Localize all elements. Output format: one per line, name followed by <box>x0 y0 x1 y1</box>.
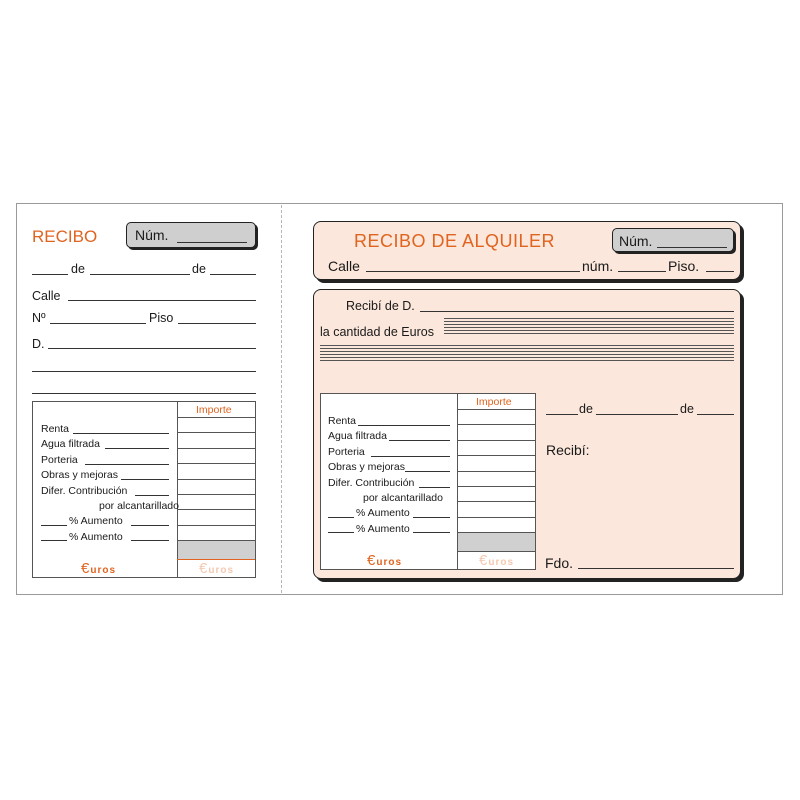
euro-icon: € <box>81 560 91 577</box>
receipt-item-renta: Renta <box>328 415 357 427</box>
receipt-piso-line[interactable] <box>706 271 734 272</box>
stub-calle-line[interactable] <box>68 300 256 301</box>
receipt-piso-label: Piso. <box>668 258 700 274</box>
stub-date-month-line[interactable] <box>90 274 190 275</box>
stub-num-line <box>177 242 247 243</box>
stub-blank-line-1[interactable] <box>32 371 256 372</box>
stub-item-agua: Agua filtrada <box>41 438 100 450</box>
cantidad-words-lines[interactable] <box>320 360 734 361</box>
stub-item-renta: Renta <box>41 423 70 435</box>
receipt-date-year-line[interactable] <box>697 414 734 415</box>
receipt-agua-line[interactable] <box>389 440 450 441</box>
receipt-item-difer: Difer. Contribución <box>328 477 415 489</box>
receipt-renta-line[interactable] <box>358 425 450 426</box>
stub-item-difer: Difer. Contribución <box>41 485 128 497</box>
stub-de-1: de <box>71 262 85 276</box>
receipt-amount-table <box>320 393 536 570</box>
receipt-header-panel <box>313 221 741 280</box>
receipt-obras-line[interactable] <box>405 471 450 472</box>
receipt-difer-line[interactable] <box>419 487 450 488</box>
stub-item-alcantarillado: por alcantarillado <box>99 500 179 512</box>
stub-d-label: D. <box>32 337 45 351</box>
stub-aumento2-pct-line[interactable] <box>41 540 67 541</box>
stub-de-2: de <box>192 262 206 276</box>
stub-importe-header: Importe <box>196 404 232 416</box>
recibi-signature-label: Recibí: <box>546 442 590 458</box>
stub-obras-line[interactable] <box>121 479 169 480</box>
stub-aumento1-line[interactable] <box>131 525 169 526</box>
stub-title: RECIBO <box>32 227 98 246</box>
euro-icon: € <box>367 552 377 569</box>
stub-item-obras: Obras y mejoras <box>41 469 119 481</box>
stub-agua-line[interactable] <box>105 448 169 449</box>
stub-piso-label: Piso <box>149 311 174 325</box>
receipt-de-1: de <box>579 402 593 416</box>
stub-numero-label: Nº <box>32 311 46 325</box>
perforation-line <box>281 205 282 593</box>
stub-euros-logo: €uros <box>81 560 117 577</box>
stub-numero-line[interactable] <box>50 323 146 324</box>
stub-renta-line[interactable] <box>73 433 169 434</box>
receipt-item-alcantarillado: por alcantarillado <box>363 492 443 504</box>
receipt-item-agua: Agua filtrada <box>328 430 387 442</box>
receipt-calle-label: Calle <box>328 258 360 274</box>
stub-number-box[interactable] <box>126 222 256 248</box>
receipt-aumento2-line[interactable] <box>413 532 450 533</box>
receipt-euros-watermark: €uros <box>479 552 515 569</box>
receipt-item-aumento-1: % Aumento <box>356 507 410 519</box>
stub-item-aumento-1: % Aumento <box>69 515 123 527</box>
receipt-item-porteria: Porteria <box>328 446 365 458</box>
receipt-importe-header: Importe <box>476 396 512 408</box>
receipt-aumento2-pct-line[interactable] <box>328 532 354 533</box>
stub-item-porteria: Porteria <box>41 454 78 466</box>
cantidad-label: la cantidad de Euros <box>320 325 434 339</box>
stub-difer-line[interactable] <box>135 495 169 496</box>
stub-date-year-line[interactable] <box>210 274 256 275</box>
stub-amount-table <box>32 401 256 578</box>
stub-d-line[interactable] <box>48 348 256 349</box>
receipt-title: RECIBO DE ALQUILER <box>354 231 556 251</box>
stub-calle-label: Calle <box>32 289 61 303</box>
stub-aumento2-line[interactable] <box>131 540 169 541</box>
stub-num-label: Núm. <box>135 227 169 243</box>
stub-blank-line-2[interactable] <box>32 393 256 394</box>
receipt-de-2: de <box>680 402 694 416</box>
receipt-num-label: Núm. <box>619 233 653 249</box>
receipt-number-box[interactable] <box>612 228 734 252</box>
fdo-signature-line[interactable] <box>578 568 734 569</box>
recibi-de-label: Recibí de D. <box>346 299 415 313</box>
stub-item-aumento-2: % Aumento <box>69 531 123 543</box>
stub-aumento1-pct-line[interactable] <box>41 525 67 526</box>
receipt-aumento1-line[interactable] <box>413 517 450 518</box>
receipt-item-obras: Obras y mejoras <box>328 461 406 473</box>
receipt-date-day-line[interactable] <box>546 414 578 415</box>
stub-total-cell <box>178 541 255 559</box>
stub-date-day-line[interactable] <box>32 274 68 275</box>
receipt-euros-logo: €uros <box>367 552 403 569</box>
receipt-date-month-line[interactable] <box>596 414 678 415</box>
recibi-de-line[interactable] <box>420 311 734 312</box>
fdo-label: Fdo. <box>545 555 574 571</box>
receipt-calle-line[interactable] <box>366 271 580 272</box>
stub-euros-watermark: €uros <box>199 560 235 577</box>
cantidad-amount-lines[interactable] <box>444 333 734 334</box>
receipt-item-aumento-2: % Aumento <box>356 523 410 535</box>
receipt-total-cell <box>458 533 535 551</box>
receipt-aumento1-pct-line[interactable] <box>328 517 354 518</box>
receipt-num-line[interactable] <box>618 271 666 272</box>
receipt-num-field-label: núm. <box>582 258 614 274</box>
stub-porteria-line[interactable] <box>85 464 169 465</box>
stub-piso-line[interactable] <box>178 323 256 324</box>
receipt-porteria-line[interactable] <box>371 456 450 457</box>
